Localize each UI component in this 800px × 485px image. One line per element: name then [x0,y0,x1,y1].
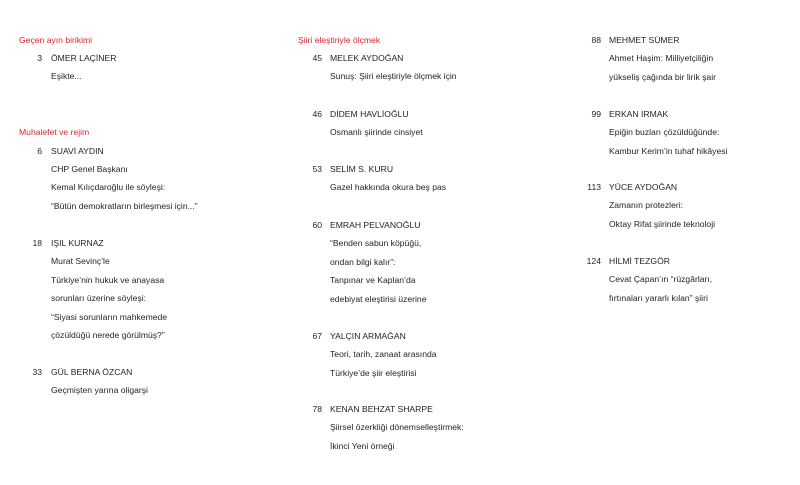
article-title-line: Türkiye’de şiir eleştirisi [330,368,417,378]
page-number: 67 [312,331,322,341]
author-name: SUAVİ AYDIN [51,146,104,156]
page-number: 6 [37,146,42,156]
page-number: 53 [312,164,322,174]
article-title-line: fırtınaları yararlı kılan” şiiri [609,293,708,303]
page-number: 60 [312,220,322,230]
article-title-line: Geçmişten yarına oligarşi [51,385,148,395]
article-title-line: Tanpınar ve Kaplan’da [330,275,416,285]
author-name: GÜL BERNA ÖZCAN [51,367,133,377]
article-title-line: çözüldüğü nerede görülmüş?” [51,330,165,340]
page-number: 46 [312,109,322,119]
page-number: 3 [37,53,42,63]
article-title-line: ondan bilgi kalır”: [330,257,396,267]
page-number: 124 [586,256,601,266]
author-name: MELEK AYDOĞAN [330,53,404,63]
article-title-line: Ahmet Haşim: Milliyetçiliğin [609,53,714,63]
article-title-line: Murat Sevinç’le [51,256,110,266]
article-title-line: “Bütün demokratların birleşmesi için...” [51,201,198,211]
article-title-line: Türkiye’nin hukuk ve anayasa [51,275,165,285]
section-title-siiri-elestiriyle-olcmek: Şiiri eleştiriyle ölçmek [298,35,381,45]
article-title-line: “Siyasi sorunların mahkemede [51,312,168,322]
article-title-line: Şiirsel özerkliği dönemselleştirmek: [330,422,464,432]
article-title-line: Kambur Kerim’in tuhaf hikâyesi [609,146,728,156]
article-title-line: Zamanın protezleri: [609,200,684,210]
page-number: 88 [591,35,601,45]
author-name: EMRAH PELVANOĞLU [330,220,421,230]
article-title-line: Osmanlı şiirinde cinsiyet [330,127,423,137]
page-number: 18 [32,238,42,248]
article-title-line: Kemal Kılıçdaroğlu ile söyleşi: [51,182,166,192]
author-name: DİDEM HAVLİOĞLU [330,109,409,119]
page-number: 78 [312,404,322,414]
article-title-line: Teori, tarih, zanaat arasında [330,349,437,359]
page-number: 33 [32,367,42,377]
article-title-line: Gazel hakkında okura beş pas [330,182,447,192]
article-title-line: “Benden sabun köpüğü, [330,238,422,248]
page-number: 113 [587,182,601,192]
page-number: 99 [591,109,601,119]
article-title-line: Oktay Rifat şiirinde teknoloji [609,219,716,229]
article-title-line: Eşikte... [51,71,82,81]
author-name: IŞIL KURNAZ [51,238,104,248]
author-name: YÜCE AYDOĞAN [609,182,678,192]
article-title-line: edebiyat eleştirisi üzerine [330,294,427,304]
article-title-line: CHP Genel Başkanı [51,164,128,174]
article-title-line: Epiğin buzları çözüldüğünde: [609,127,720,137]
article-title-line: sorunları üzerine söyleşi: [51,293,147,303]
article-title-line: Cevat Çapan’ın “rüzgârları, [609,274,713,284]
article-title-line: İkinci Yeni örneği [330,441,395,451]
author-name: KENAN BEHZAT SHARPE [330,404,433,414]
author-name: MEHMET SÜMER [609,35,680,45]
author-name: SELİM S. KURU [330,164,394,174]
page-number: 45 [312,53,322,63]
author-name: ÖMER LAÇİNER [51,53,117,63]
section-title-muhalefet-ve-rejim: Muhalefet ve rejim [19,127,90,137]
section-title-gecen-ayin-birikimi: Geçen ayın birikimi [19,35,93,45]
author-name: ERKAN IRMAK [609,109,669,119]
author-name: YALÇIN ARMAĞAN [330,331,406,341]
article-title-line: yükseliş çağında bir lirik şair [609,72,716,82]
article-title-line: Sunuş: Şiiri eleştiriyle ölçmek için [330,71,457,81]
author-name: HİLMİ TEZGÖR [609,256,670,266]
